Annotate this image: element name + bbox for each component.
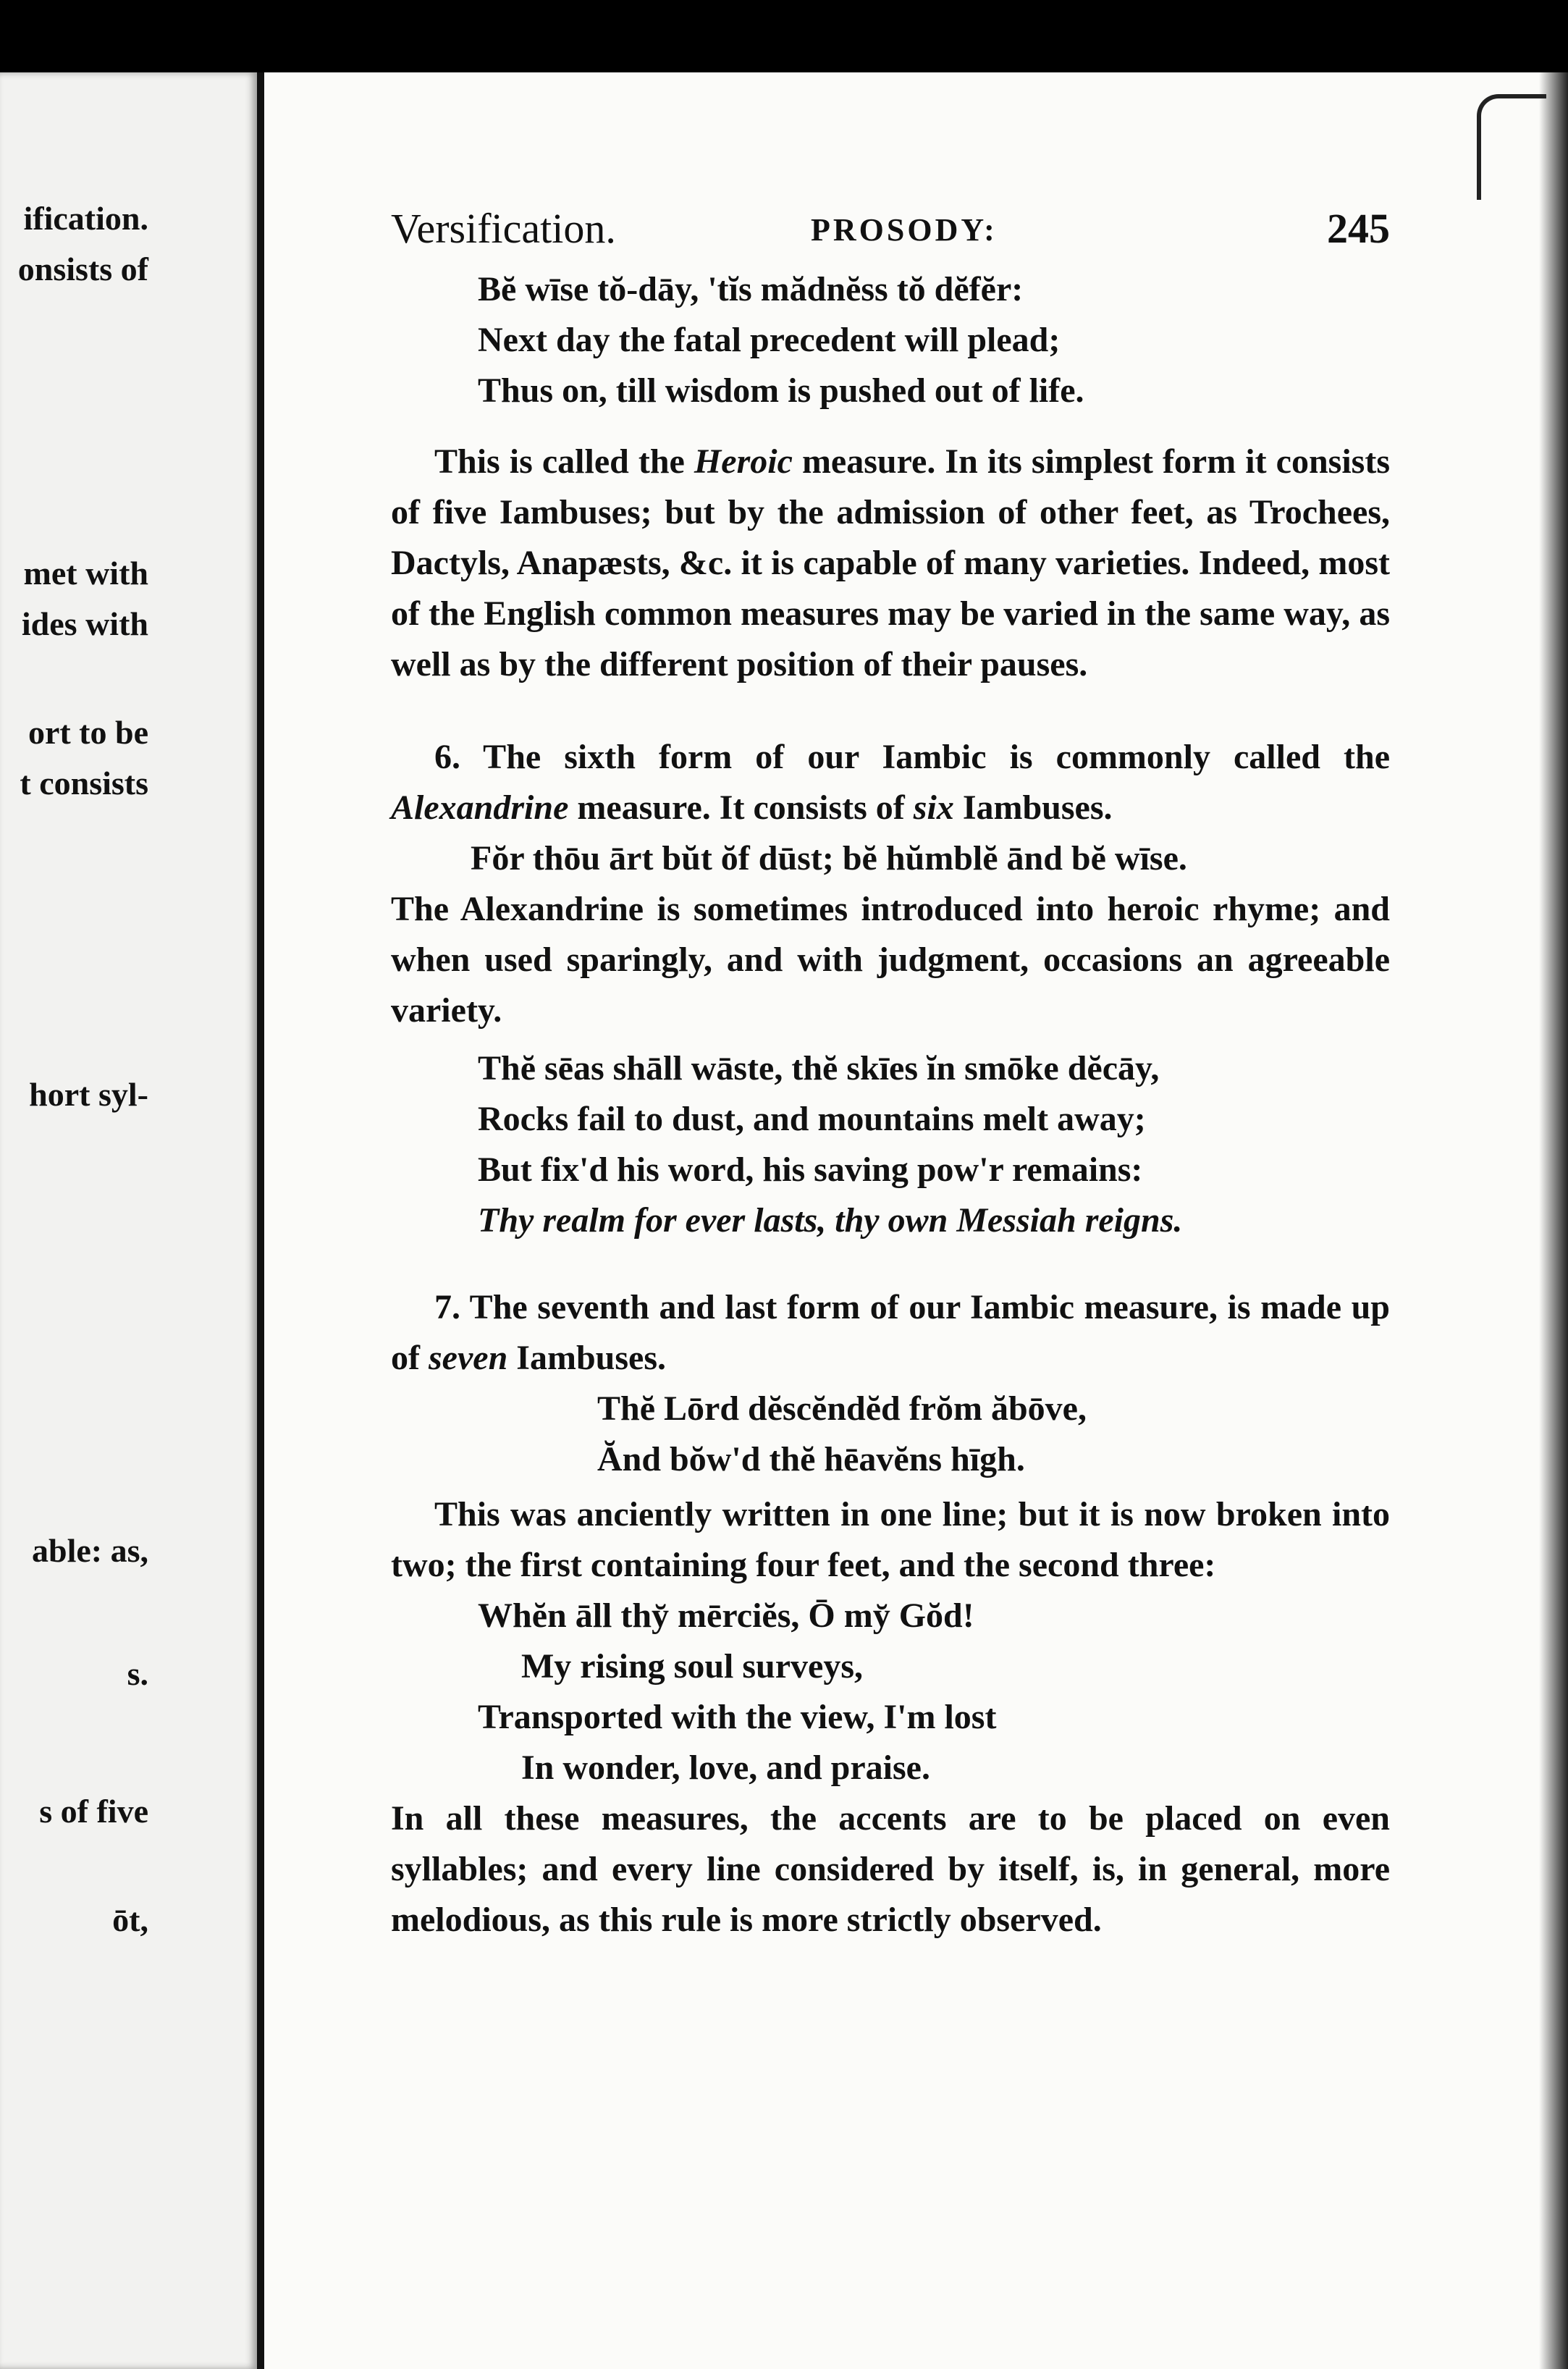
left-fragment: able: as, [32,1532,148,1569]
book-gutter [257,72,264,2369]
paragraph: 6. The sixth form of our Iambic is commonly called the Alexandrine measure. It consists of six Iambuses. [391,738,1390,827]
paragraph: 7. The seventh and last form of our Iambic measure, is made up of seven Iambuses. [391,1288,1390,1377]
header-section-title: Versification. [391,205,616,252]
verse-line: Ănd bŏw'd thĕ hēavĕns hīgh. [597,1440,1025,1478]
paragraph: This is called the Heroic measure. In its simplest form it consists of five Iambuses; but by the admission of other feet, as Trochees, Dactyls, Anapæsts, &c. it is capable of many varieties. Indeed, most of the English common measures may be varied in the same way, as well as by the different position of their pauses. [391,442,1391,683]
verse-line: Thy realm for ever lasts, thy own Messiah reigns. [478,1201,1183,1240]
verse-line: Whĕn āll thy̆ mērciĕs, Ō my̆ Gŏd! [478,1596,974,1635]
left-fragment: hort syl- [29,1076,148,1113]
verse-line: Fŏr thōu ārt bŭt ŏf dūst; bĕ hŭmblĕ ānd bĕ wīse. [471,839,1187,878]
verse-line: Thĕ sēas shāll wāste, thĕ skīes ĭn smōke dĕcāy, [478,1049,1160,1087]
verse-line: My rising soul surveys, [521,1647,864,1686]
left-fragment: t consists [20,765,148,801]
left-fragment: onsists of [17,251,148,287]
left-fragment: ōt, [112,1901,148,1938]
left-fragment: ification. [23,200,148,237]
left-fragment: ort to be [28,714,148,751]
verse-line: But fix'd his word, his saving pow'r remains: [478,1150,1143,1189]
paragraph: In all these measures, the accents are to be placed on even syllables; and every line considered by itself, is, in general, more melodious, as this rule is more strictly observed. [391,1799,1390,1939]
paragraph: This was anciently written in one line; but it is now broken into two; the first containing four feet, and the second three: [391,1495,1390,1584]
verse-line: Thus on, till wisdom is pushed out of life. [478,371,1084,410]
left-fragment: met with [23,555,148,592]
verse-line: Rocks fail to dust, and mountains melt away; [478,1100,1146,1138]
verse-quote [478,1591,1390,1793]
verse-line: Bĕ wīse tŏ-dāy, 'tĭs mădnĕss tŏ dĕfĕr: [478,270,1024,308]
page-body [391,264,1390,1945]
page-number: 245 [1327,205,1390,252]
verse-line: Next day the fatal precedent will plead; [478,321,1061,359]
verse-quote [478,1043,1390,1246]
paragraph: The Alexandrine is sometimes introduced into heroic rhyme; and when used sparingly, and with judgment, occasions an agreeable variety. [391,890,1390,1030]
left-page [0,72,257,2369]
left-fragment: s. [127,1655,148,1692]
page-curl [1477,94,1546,200]
header-chapter-title: PROSODY: [811,212,998,248]
verse-quote [478,264,1390,416]
verse-line: Thĕ Lōrd dĕscĕndĕd frŏm ăbōve, [597,1389,1087,1428]
verse-line: In wonder, love, and praise. [521,1749,930,1787]
verse-line: Transported with the view, I'm lost [478,1698,997,1736]
left-fragment: ides with [21,605,148,642]
running-header [391,204,1390,262]
left-fragment: s of five [39,1793,148,1830]
verse-quote [597,1384,1390,1485]
